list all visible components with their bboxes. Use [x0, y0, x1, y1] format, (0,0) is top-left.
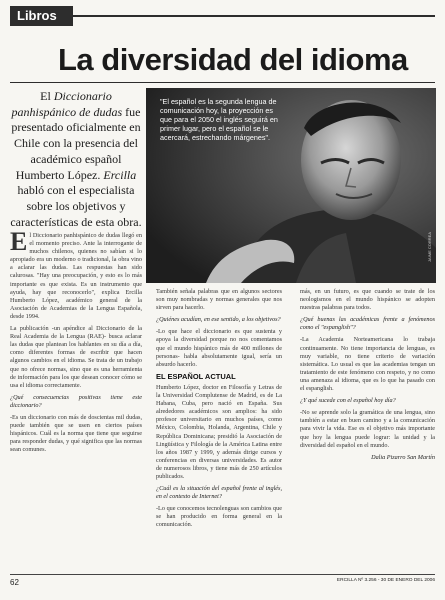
- interview-question: ¿Qué consecuencias positivas tiene este diccionario?: [10, 393, 142, 409]
- photo-credit: JAIME CORREA: [427, 231, 432, 262]
- paragraph: -Es un diccionario con más de doscientas mil dudas, puede también que se usen en ciertos países hispánicos. Cuál es la norma que tiene que seguirse para responder dudas, y qué significa que las normas sean comunes.: [10, 413, 142, 454]
- drop-cap: E: [10, 227, 28, 256]
- interview-question: ¿Qué buenas las académicas frente a fenómenos como el "espanglish"?: [300, 316, 435, 332]
- pull-quote: "El español es la segunda lengua de comunicación hoy, la proyección es que para el 2050 el inglés seguirá en primer lugar, pero el español se le acercará, estrechando márgenes".: [160, 97, 278, 142]
- article-column-2: [156, 288, 282, 534]
- top-rule: [73, 15, 435, 17]
- headline-rule: [10, 82, 435, 83]
- author-signature: Dalia Pizarro San Martín: [371, 453, 435, 461]
- article-title: La diversidad del idioma: [58, 42, 408, 77]
- paragraph: -Lo que hace el diccionario es que sustenta y apoya la diversidad porque no nos comentamos que el mundo hispánico más de 400 millones de personas- habla absolutamente igual, sería un absurdo hacerlo.: [156, 328, 282, 368]
- paragraph-text: l Diccionario panhispánico de dudas llegó en el momento preciso. Ante la interrogante de muchos chilenos, quienes no sabían si lo apropiado era un moderno o tradicional, la obra vino a aclarar las dudas. Las respuestas han sido calurosas. "Hay una preocupación, y esto es lo más importante es que exista. Es un instrumento que ayuda, hay que reconocerlo", explica Ercilla Humberto López, académico general de la Asociación de Academias de la Lengua Española, desde 1994.: [10, 232, 142, 320]
- interview-question: ¿Cuál es la situación del español frente al inglés, en el contexto de Internet?: [156, 485, 282, 501]
- lead-paragraph: [10, 89, 142, 230]
- paragraph: más, en un futuro, es que cuando se trate de los neologismos en el mundo hispánico se adopten nuestras palabras para todos.: [300, 288, 435, 312]
- interview-question: ¿Quiénes acudían, en ese sentido, a los objetivos?: [156, 316, 281, 324]
- paragraph: [10, 227, 142, 321]
- paragraph: -No se aprende solo la gramática de una lengua, sino también a estar en buen camino y a la comunicación para vivir la vida. Ese es el objetivo más importante que hoy la lengua puede lograr: la unidad y la diversidad del español en el mundo.: [300, 409, 435, 449]
- paragraph: -La Academia Norteamericana lo trabaja continuamente. No tiene importancia de lenguas, es muy variable, no tiene criterio de variación sistemática. Lo usual es que las academias tengan un tratamiento de este fenómeno con respeto, y no como una amenaza al idioma, que es lo que ha pasado con el espanglish.: [300, 336, 435, 393]
- lead-middle: fue presentado oficialmente en Chile con la presencia del académico español Humberto López.: [11, 104, 141, 182]
- page-number: 62: [10, 578, 19, 587]
- article-column-3: [300, 288, 435, 462]
- footer-rule: [10, 574, 435, 575]
- lead-book-title: Diccionario panhispánico de dudas: [11, 89, 123, 119]
- article-column-1: [10, 227, 142, 458]
- paragraph: La publicación -un apéndice al Diccionario de la Real Academia de la Lengua (RAE)- busca aclarar las dudas que plantean los hablantes en su día a día, como diferentes formas de escribir que hacen algunos cambios en el idioma. Se trata de un trabajo que no ofrece normas, sino que es una herramienta de información para los que desean conocer cómo se usa el idioma correctamente.: [10, 325, 142, 389]
- lead-prefix: El: [40, 89, 54, 103]
- paragraph: Humberto López, doctor en Filosofía y Letras de la Universidad Complutense de Madrid, es de La Habana, Cuba, pero nació en España. Sus alrededores académicos son amplios: ha sido profesor universitario en muchos países, como México, Colombia, Holanda, Argentina, Chile y República Dominicana; presidió la Asociación de Lingüística y Filología de la América Latina entre los años 1987 y 1999, y además dirige cursos y conferencias en diversas universidades. Es autor de numerosos libros, y tiene más de 250 artículos publicados.: [156, 383, 282, 480]
- publication-info: ERCILLA Nº 3.256 - 30 DE ENERO DEL 2006: [336, 578, 435, 583]
- paragraph: También señala palabras que en algunos sectores son muy nombradas y normas generales que nos sirven para hacerlo.: [156, 288, 282, 312]
- lead-suffix: habló con el especialista sobre los objetivos y características de esta obra.: [10, 183, 142, 229]
- subheading: EL ESPAÑOL ACTUAL: [156, 371, 236, 381]
- lead-magazine: Ercilla: [103, 167, 137, 182]
- interview-question: ¿Y qué sucede con el español hoy día?: [300, 397, 396, 405]
- paragraph: -Lo que conocemos tecnolenguas son cambios que se han producido en forma general en la comunicación.: [156, 505, 282, 529]
- section-tab: Libros: [10, 6, 73, 26]
